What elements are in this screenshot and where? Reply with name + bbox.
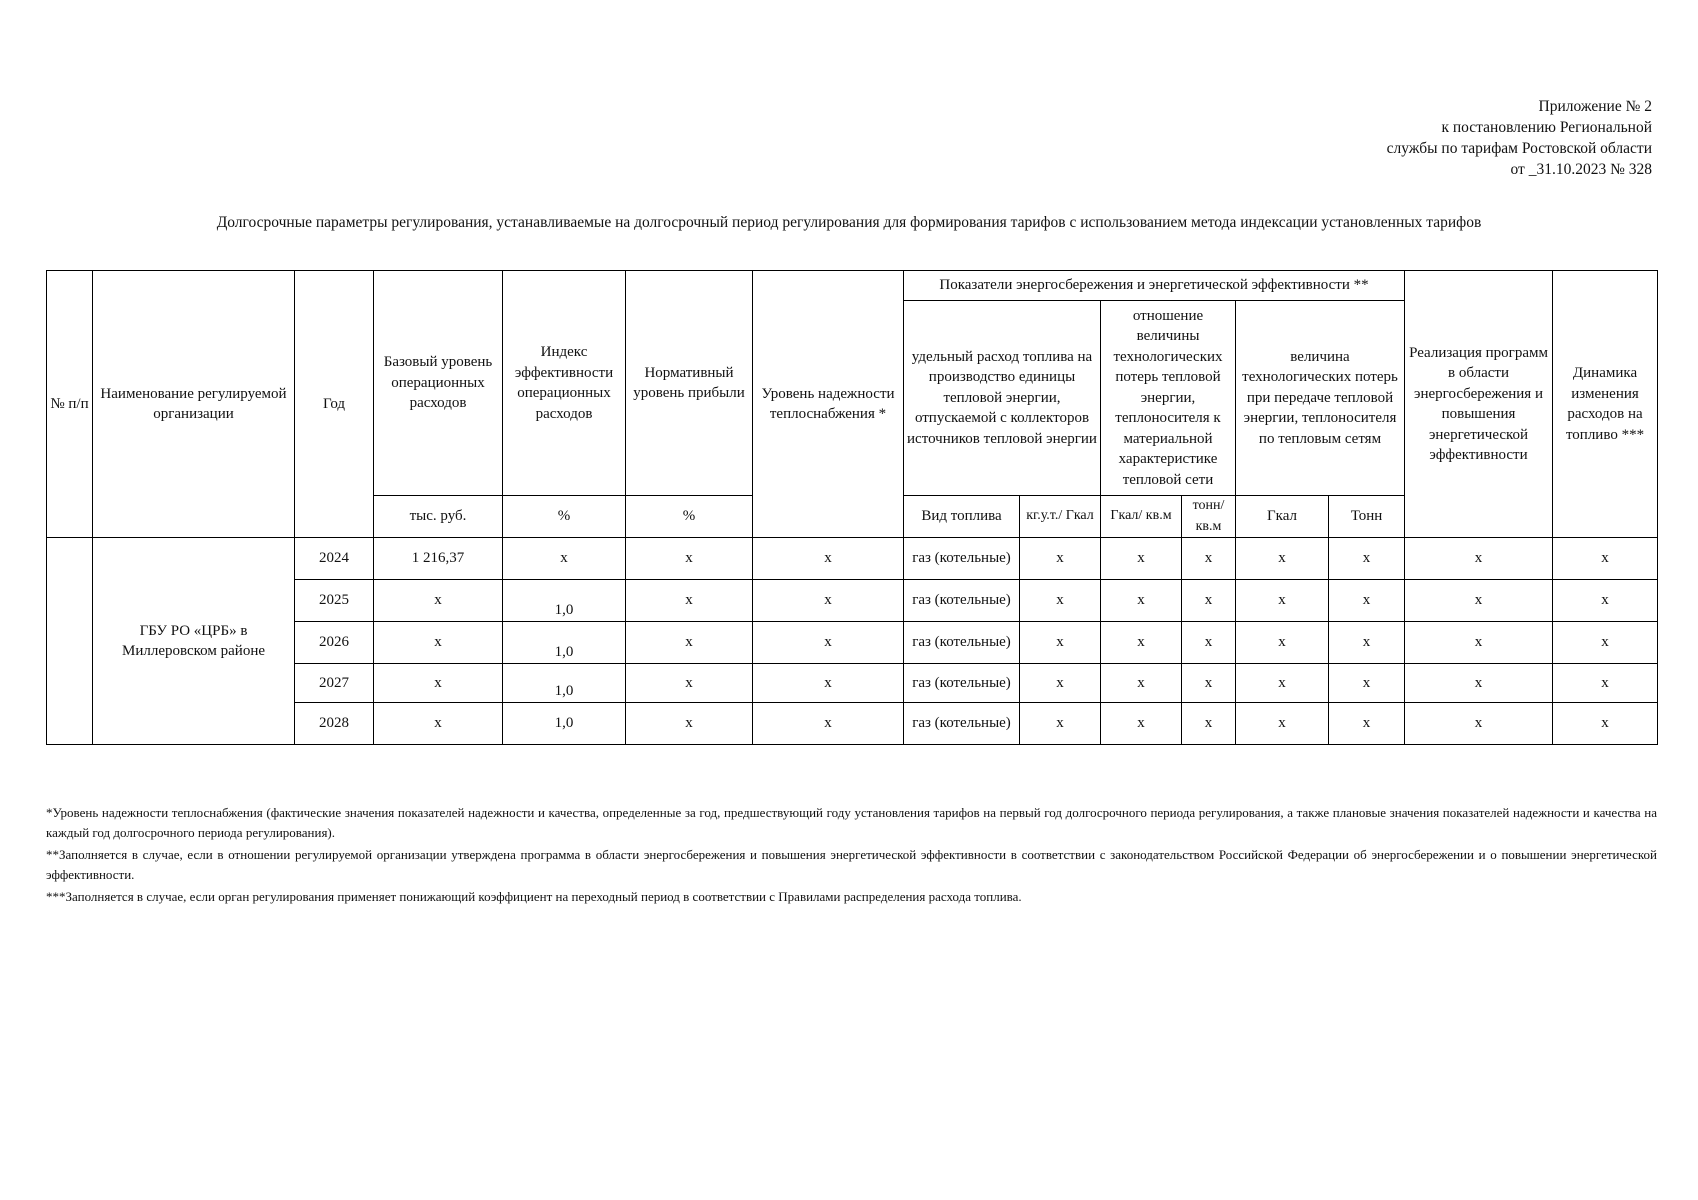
- year-cell: 2027: [295, 664, 374, 703]
- header-programs: Реализация программ в области энергосбережения и повышения энергетической эффективности: [1405, 271, 1553, 538]
- value-cell: х: [1101, 538, 1182, 580]
- reliability-cell: х: [753, 538, 904, 580]
- unit-tonn: Тонн: [1329, 496, 1405, 538]
- parameters-table: [46, 270, 1658, 745]
- value-cell: х: [1182, 703, 1236, 745]
- fuel-type-cell: газ (котельные): [904, 580, 1020, 622]
- base-level-cell: х: [374, 664, 503, 703]
- value-cell: х: [1405, 622, 1553, 664]
- header-energy-group: Показатели энергосбережения и энергетической эффективности **: [904, 271, 1405, 301]
- reliability-cell: х: [753, 580, 904, 622]
- table-row: [47, 538, 1658, 580]
- appendix-line-1: Приложение № 2: [1538, 98, 1652, 115]
- footnote-1: *Уровень надежности теплоснабжения (фактические значения показателей надежности и качества, определенные за год, предшествующий году установления тарифов на первый год долгосрочного периода регулирования, а также плановые значения показателей надежности и качества на каждый год долгосрочного периода регулирования).: [46, 805, 1657, 840]
- value-cell: х: [1236, 622, 1329, 664]
- unit-fuel-type: Вид топлива: [904, 496, 1020, 538]
- value-cell: х: [1553, 580, 1658, 622]
- value-cell: х: [1236, 538, 1329, 580]
- value-cell: х: [1405, 538, 1553, 580]
- profit-cell: х: [626, 664, 753, 703]
- header-fuel-rate: удельный расход топлива на производство единицы тепловой энергии, отпускаемой с коллекторов источников тепловой энергии: [904, 301, 1101, 496]
- year-cell: 2028: [295, 703, 374, 745]
- value-cell: х: [1329, 538, 1405, 580]
- header-tech-losses: величина технологических потерь при передаче тепловой энергии, теплоносителя по тепловым сетям: [1236, 301, 1405, 496]
- reliability-cell: х: [753, 703, 904, 745]
- header-tech-losses-ratio: отношение величины технологических потерь тепловой энергии, теплоносителя к материальной характеристике тепловой сети: [1101, 301, 1236, 496]
- efficiency-index-cell: 1,0: [503, 703, 626, 745]
- value-cell: х: [1405, 664, 1553, 703]
- value-cell: х: [1236, 664, 1329, 703]
- base-level-cell: х: [374, 622, 503, 664]
- unit-index: %: [503, 496, 626, 538]
- value-cell: х: [1236, 580, 1329, 622]
- fuel-type-cell: газ (котельные): [904, 622, 1020, 664]
- profit-cell: х: [626, 538, 753, 580]
- header-reliability: Уровень надежности теплоснабжения *: [753, 271, 904, 538]
- value-cell: х: [1329, 580, 1405, 622]
- base-level-cell: 1 216,37: [374, 538, 503, 580]
- header-efficiency-index: Индекс эффективности операционных расходов: [503, 271, 626, 496]
- value-cell: х: [1182, 538, 1236, 580]
- footnote-3: ***Заполняется в случае, если орган регулирования применяет понижающий коэффициент на переходный период в соответствии с Правилами распределения расхода топлива.: [46, 889, 1022, 904]
- footnote-2: **Заполняется в случае, если в отношении регулируемой организации утверждена программа в области энергосбережения и повышения энергетической эффективности в соответствии с законодательством Российской Федерации об энергосбережении и о повышении энергетической эффективности.: [46, 847, 1657, 882]
- fuel-type-cell: газ (котельные): [904, 538, 1020, 580]
- value-cell: х: [1329, 703, 1405, 745]
- reliability-cell: х: [753, 664, 904, 703]
- value-cell: х: [1101, 580, 1182, 622]
- value-cell: х: [1553, 622, 1658, 664]
- header-fuel-dynamics: Динамика изменения расходов на топливо ***: [1553, 271, 1658, 538]
- fuel-type-cell: газ (котельные): [904, 703, 1020, 745]
- appendix-line-4: от _31.10.2023 № 328: [1510, 161, 1652, 178]
- value-cell: х: [1101, 703, 1182, 745]
- value-cell: х: [1020, 664, 1101, 703]
- unit-gkal-kvm: Гкал/ кв.м: [1101, 496, 1182, 538]
- value-cell: х: [1553, 703, 1658, 745]
- profit-cell: х: [626, 622, 753, 664]
- unit-tonn-kvm: тонн/ кв.м: [1182, 496, 1236, 538]
- efficiency-index-cell: х: [503, 538, 626, 580]
- value-cell: х: [1236, 703, 1329, 745]
- year-cell: 2024: [295, 538, 374, 580]
- year-cell: 2025: [295, 580, 374, 622]
- profit-cell: х: [626, 580, 753, 622]
- efficiency-index-cell: 1,0: [503, 622, 626, 664]
- value-cell: х: [1329, 664, 1405, 703]
- profit-cell: х: [626, 703, 753, 745]
- document-title: Долгосрочные параметры регулирования, устанавливаемые на долгосрочный период регулирования для формирования тарифов с использованием метода индексации установленных тарифов: [216, 214, 1482, 231]
- appendix-header: [1387, 96, 1652, 180]
- org-name-cell: ГБУ РО «ЦРБ» в Миллеровском районе: [93, 538, 295, 745]
- value-cell: х: [1405, 703, 1553, 745]
- header-org-name: Наименование регулируемой организации: [93, 271, 295, 538]
- value-cell: х: [1020, 703, 1101, 745]
- value-cell: х: [1182, 580, 1236, 622]
- unit-gkal: Гкал: [1236, 496, 1329, 538]
- header-num: № п/п: [47, 271, 93, 538]
- unit-profit: %: [626, 496, 753, 538]
- header-year: Год: [295, 271, 374, 538]
- base-level-cell: х: [374, 703, 503, 745]
- header-profit-level: Нормативный уровень прибыли: [626, 271, 753, 496]
- unit-base: тыс. руб.: [374, 496, 503, 538]
- base-level-cell: х: [374, 580, 503, 622]
- appendix-line-3: службы по тарифам Ростовской области: [1386, 140, 1652, 157]
- footnotes: [46, 803, 1657, 909]
- value-cell: х: [1101, 622, 1182, 664]
- value-cell: х: [1182, 664, 1236, 703]
- value-cell: х: [1553, 664, 1658, 703]
- efficiency-index-cell: 1,0: [503, 664, 626, 703]
- value-cell: х: [1329, 622, 1405, 664]
- appendix-line-2: к постановлению Региональной: [1441, 119, 1652, 136]
- value-cell: х: [1553, 538, 1658, 580]
- reliability-cell: х: [753, 622, 904, 664]
- value-cell: х: [1020, 622, 1101, 664]
- value-cell: х: [1182, 622, 1236, 664]
- year-cell: 2026: [295, 622, 374, 664]
- unit-kgut: кг.у.т./ Гкал: [1020, 496, 1101, 538]
- row-number-cell: [47, 538, 93, 745]
- fuel-type-cell: газ (котельные): [904, 664, 1020, 703]
- value-cell: х: [1405, 580, 1553, 622]
- value-cell: х: [1101, 664, 1182, 703]
- value-cell: х: [1020, 580, 1101, 622]
- header-base-level: Базовый уровень операционных расходов: [374, 271, 503, 496]
- value-cell: х: [1020, 538, 1101, 580]
- efficiency-index-cell: 1,0: [503, 580, 626, 622]
